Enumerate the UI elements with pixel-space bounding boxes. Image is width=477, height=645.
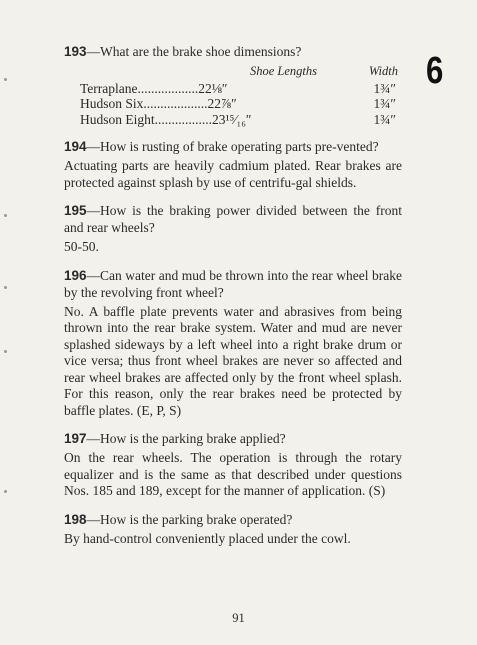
question-text: —How is the braking power divided between the front and rear wheels?: [64, 203, 402, 235]
question-197: [64, 430, 402, 447]
edge-mark: [4, 214, 7, 217]
shoe-width: 1¾″: [373, 111, 396, 127]
chapter-tab-number: 6: [426, 50, 444, 92]
car-model: Terraplane: [80, 80, 138, 96]
edge-mark: [4, 350, 7, 353]
question-text: —How is rusting of brake operating parts pre-vented?: [86, 139, 379, 154]
question-195: [64, 202, 402, 236]
shoe-length: 23¹⁵⁄₁₆″: [212, 111, 252, 127]
leader-dots: .................: [154, 111, 213, 127]
brake-shoe-table: [80, 64, 402, 127]
answer-195: 50-50.: [64, 239, 99, 254]
question-number: 197: [64, 431, 87, 446]
answer-198: By hand-control conveniently placed under the cowl.: [64, 530, 351, 546]
shoe-length: 22⅛″: [198, 80, 228, 96]
table-row: [80, 96, 402, 112]
question-number: 193: [64, 44, 87, 59]
question-block-195: [64, 202, 402, 256]
header-shoe-lengths: Shoe Lengths: [250, 64, 318, 78]
question-block-198: [64, 511, 402, 548]
shoe-length: 22⅞″: [207, 96, 237, 111]
question-text: —Can water and mud be thrown into the rear wheel brake by the revolving front wheel?: [64, 267, 402, 300]
question-text: —What are the brake shoe dimensions?: [86, 44, 302, 59]
question-text: —How is the parking brake operated?: [86, 511, 293, 527]
question-block-196: [64, 267, 402, 420]
leader-dots: ..................: [137, 80, 199, 96]
car-model: Hudson Six: [80, 96, 144, 111]
question-number: 198: [64, 511, 87, 527]
question-196: [64, 267, 402, 301]
question-block-194: [64, 138, 402, 191]
table-header: [80, 64, 402, 80]
table-row: [80, 112, 402, 128]
question-193: [64, 43, 402, 60]
question-number: 195: [64, 203, 87, 218]
answer-196: No. A baffle plate prevents water and abrasives from being thrown into the rear brake system. Water and mud are never splashed sideways by a left wheel into a right brake drum or vice versa; thus front wheel brakes are never so affected and rear wheel brakes are affected only by the front wheel splash. For this reason, only the rear brakes need be protected by baffle plates. (E, P, S): [64, 303, 402, 418]
question-194: [64, 138, 402, 155]
edge-mark: [4, 490, 7, 493]
answer-197: On the rear wheels. The operation is through the rotary equalizer and is the same as that described under questions Nos. 185 and 189, except for the manner of application. (S): [64, 450, 402, 498]
table-row: [80, 81, 402, 97]
answer-194: Actuating parts are heavily cadmium plated. Rear brakes are protected against splash by use of centrifu-gal shields.: [64, 158, 402, 190]
car-model: Hudson Eight: [80, 111, 155, 127]
page-number: 91: [232, 611, 245, 625]
question-block-197: [64, 430, 402, 500]
edge-mark: [4, 286, 7, 289]
shoe-width: 1¾″: [373, 80, 396, 96]
question-number: 194: [64, 139, 87, 154]
question-number: 196: [64, 267, 87, 283]
edge-mark: [4, 78, 7, 81]
question-block-193: [64, 43, 402, 127]
page-content: [64, 43, 402, 558]
shoe-width: 1¾″: [373, 96, 396, 111]
question-text: —How is the parking brake applied?: [86, 431, 286, 446]
question-198: [64, 511, 402, 528]
header-width: Width: [368, 64, 398, 78]
leader-dots: ...................: [143, 96, 208, 111]
